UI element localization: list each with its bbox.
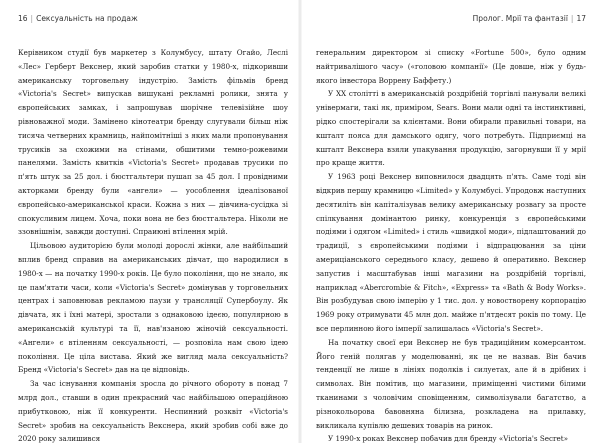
paragraph: Керівником студії був маркетер з Колумбусу, штату Огайо, Леслі «Лес» Герберт Векснер, який заробив статки у 1980-х, підкоривши американську торговельну індустрію. Замість фільмів бренд «Victoria's Secret» випускав вишукані рекламні ролики, знята у європейських замках, і запрошував шорічне телевізійне шоу рівноважної моди. Замінено кінотеатри бренду слугували більш ніж тисяча четверних крамниць, найпомітніші з яких мали пропонування трусиків за схожими на стінами, обшитими темно-рожевими панелями. Замість квитків «Victoria's Secret» продавав трусики по п'ять штук за 25 дол. і бюстгальтери пушап за 45 дол. І провідними акторками бренду були «ангели» — уособлення ідеалізованої європейсько-американської краси. Кожна з них — дівчина-сусідка зі спокусливим лицем. Хоча, поки вона не без бюстгальтера. Ніколи не ззовнішнім, завжди доступні. Спраиюні втілення мрій. xyxy=(18,48,288,237)
right-page-body xyxy=(316,46,586,443)
header-separator: | xyxy=(570,14,574,23)
right-page-header xyxy=(316,14,586,32)
book-gutter xyxy=(298,0,302,443)
paragraph: У XX столітті в американській роздрібній торгівлі панували великі універмаги, такі як, приміром, Sears. Вони мали одні та інстинктивні, рідко спостерігали за клієнтами. Вони обирали правильні товари, на кшталт пояса для дамського одягу, чого потребуть. Підприємці на кшталт Векснера взяли упакування продукцію, загорнувши її у мрії про краще життя. xyxy=(316,89,586,168)
paragraph: У 1990-х роках Векснер побачив для бренду «Victoria's Secret» xyxy=(328,434,569,443)
page-number: 16 xyxy=(18,14,28,23)
running-head: Пролог. Мрії та фантазії xyxy=(472,14,568,23)
left-page-header xyxy=(18,14,288,32)
left-page-body xyxy=(18,46,288,443)
paragraph: У 1963 році Векснер виповнилося двадцять п'ять. Саме тоді він відкрив першу крамницю «Limited» у Колумбусі. Упродовж наступних десятиліть він капіталізував велику американську розвагу за просте спілкування домінантою ринку, конкуренція з європейськими подіями і одягом «Limited» і стиль «швидкої моди», підлаштований до традиції, з європейськими подіями і відпрацювання за ціни америціанського середнього класу, дешево й оперативно. Векснер запустив і масштабував інші магазини на роздрібній торгівлі, наприклад «Abercrombie & Fitch», «Express» та «Bath & Body Works». Він розбудував свою імперію у 1 тис. дол. у новостворену корпорацію 1969 року отримувати 45 млн дол. майже п'ятдесят років по тому. Це все перлинною його імперії залишалась «Victoria's Secret». xyxy=(316,172,586,333)
left-page xyxy=(18,0,288,443)
header-separator: | xyxy=(30,14,34,23)
right-page xyxy=(316,0,586,443)
paragraph: На початку своєї ери Векснер не був традиційним комерсантом. Його геній полягав у моделюванні, як це не назвав. Він бачив тенденції не лише в лініях подолків і силуетах, але й в дрібних і символах. Він помітив, що магазини, приміщенні чистими білими тканинами з чоловічим сповіщенням, символізували багатство, а різнокольорова бавовняна білизна, розкладена на прилавку, викликала купівлю дешевих товарів на ринок. xyxy=(316,337,586,430)
page-number: 17 xyxy=(576,14,586,23)
paragraph: За час існування компанія зросла до річного обороту в понад 7 млрд дол., ставши в один прекрасний час найбільшою операційною прибутковою, ніж її конкуренти. Неспинний розквіт «Victoria's Secret» зробив на сексуальність Векснера, який зробив собі вже до 2020 року залишився xyxy=(18,379,288,443)
running-head: Сексуальність на продаж xyxy=(36,14,138,23)
paragraph: Цільовою аудиторією були молоді дорослі жінки, але найбільший вплив бренд справив на американських дівчат, що народилися в 1980-х — на початку 1990-х років. Це було покоління, що не знало, як це пам'ятати часи, коли «Victoria's Secret» домінував у торговельних центрах і заповнював рекламою паузи у трансляції Супербоулу. Як дівчата, як і їхні матері, зростали з однаковою ідеєю, популярною в американській культурі та її, нав'язаною жіночій сексуальності. «Ангели» є втіленням сексуальності, — розповіла нам свою ідею покоління. Це ціла вистава. Який же вигляд мала сексуальність? Бренд «Victoria's Secret» дав на це відповідь. xyxy=(18,241,288,375)
paragraph: генеральним директором зі списку «Fortune 500», було одним найтривалішого часу» («головою компанії» (Це довше, ніж у будь-якого інвестора Воррену Баффету.) xyxy=(316,48,586,85)
